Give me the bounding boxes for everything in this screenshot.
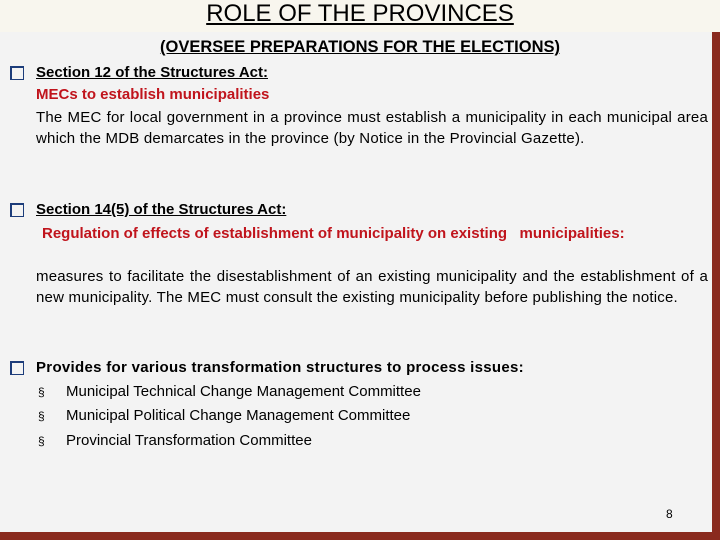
square-bullet-icon — [10, 66, 24, 80]
section-paragraph: The MEC for local government in a province must establish a municipality in each municipal area which the MDB demarcates in the province (by Notice in the Provincial Gazette). — [36, 109, 708, 147]
bullet-marker: § — [38, 409, 45, 423]
list-item: Municipal Technical Change Management Committee — [66, 383, 421, 400]
slide-title: ROLE OF THE PROVINCES — [206, 0, 514, 27]
slide-subtitle: (OVERSEE PREPARATIONS FOR THE ELECTIONS) — [159, 38, 560, 56]
square-bullet-icon — [10, 203, 24, 217]
page-number: 8 — [666, 507, 673, 521]
bullet-marker: § — [38, 434, 45, 448]
section-heading: Provides for various transformation structures to process issues: — [36, 359, 524, 376]
section-heading: Section 14(5) of the Structures Act: — [36, 201, 287, 218]
section-paragraph: measures to facilitate the disestablishment of an existing municipality and the establishment of a new municipality. The MEC must consult the existing municipality before publishing the notice. — [36, 268, 708, 306]
bullet-marker: § — [38, 385, 45, 399]
section-subheading: MECs to establish municipalities — [36, 86, 270, 103]
square-bullet-icon — [10, 361, 24, 375]
list-item: Municipal Political Change Management Committee — [66, 407, 411, 424]
section-heading: Section 12 of the Structures Act: — [36, 64, 268, 81]
section-subheading: Regulation of effects of establishment of municipality on existing municipalities: — [42, 225, 625, 242]
list-item: Provincial Transformation Committee — [66, 432, 312, 449]
